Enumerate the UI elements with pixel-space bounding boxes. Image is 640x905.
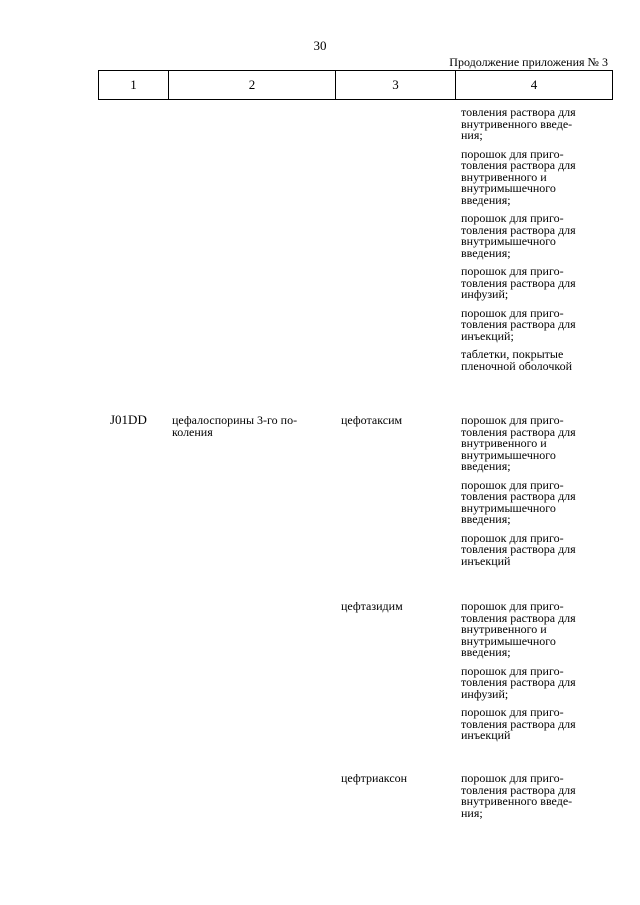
dosage-form <box>461 477 611 526</box>
form-line: инфузий; <box>461 287 509 301</box>
form-line: введения; <box>461 512 511 526</box>
carryover-forms <box>461 107 611 379</box>
form-line: порошок для приго- <box>461 599 564 613</box>
form-line: товления раствора для <box>461 542 576 556</box>
column-header-4: 4 <box>456 71 613 100</box>
form-line: ния; <box>461 128 483 142</box>
form-line: порошок для приго- <box>461 477 564 492</box>
dosage-form <box>461 349 611 372</box>
form-line: внутривенного введе- <box>461 116 573 131</box>
atc-code: J01DD <box>110 412 147 427</box>
form-line: товления раствора для <box>461 222 576 237</box>
form-line: таблетки, покрытые <box>461 347 564 361</box>
page-number: 30 <box>313 38 327 53</box>
form-line: внутримышечного <box>461 234 556 248</box>
table-header <box>98 70 613 100</box>
drug-forms <box>461 415 611 574</box>
form-line: внутривенного и <box>461 622 547 636</box>
header-row <box>99 71 613 100</box>
form-line: товления раствора для <box>461 275 576 290</box>
form-line: внутримышечного <box>461 633 556 648</box>
form-line: внутримышечного <box>461 500 556 515</box>
drug-name: цефтриаксон <box>341 771 408 785</box>
form-line: порошок для приго- <box>461 771 564 785</box>
form-line: товления раствора для <box>461 675 576 689</box>
form-line: порошок для приго- <box>461 305 564 320</box>
form-line: инфузий; <box>461 686 509 701</box>
form-line: порошок для приго- <box>461 705 564 719</box>
appendix-continuation-label: Продолжение приложения № 3 <box>449 55 608 69</box>
dosage-form <box>461 530 611 568</box>
form-line: товления раствора для <box>461 105 576 119</box>
form-line: товления раствора для <box>461 158 576 172</box>
column-header-3: 3 <box>336 71 456 100</box>
form-line: внутривенного введе- <box>461 794 573 808</box>
form-line: введения; <box>461 192 511 207</box>
form-line: внутримышечного <box>461 181 556 195</box>
dosage-form <box>461 773 611 819</box>
form-line: порошок для приго- <box>461 146 564 161</box>
dosage-form <box>461 266 611 301</box>
dosage-form <box>461 305 611 343</box>
dosage-form <box>461 663 611 701</box>
form-line: порошок для приго- <box>461 211 564 225</box>
drug-name: цефотаксим <box>341 413 403 427</box>
drug-name: цефтазидим <box>341 599 403 613</box>
group-name-line: коления <box>172 424 213 439</box>
dosage-form <box>461 601 611 659</box>
form-line: товления раствора для <box>461 317 576 331</box>
form-line: товления раствора для <box>461 782 576 797</box>
form-line: инъекций; <box>461 328 514 343</box>
dosage-form <box>461 213 611 259</box>
drug-forms <box>461 773 611 826</box>
form-line: порошок для приго- <box>461 264 564 278</box>
form-line: порошок для приго- <box>461 530 564 545</box>
dosage-form <box>461 415 611 473</box>
group-name-line: цефалоспорины 3-го по- <box>172 413 298 427</box>
drug-forms <box>461 601 611 749</box>
form-line: товления раствора для <box>461 489 576 503</box>
dosage-form <box>461 107 611 142</box>
form-line: товления раствора для <box>461 424 576 439</box>
form-line: товления раствора для <box>461 610 576 625</box>
form-line: введения; <box>461 645 511 659</box>
form-line: введения; <box>461 245 511 260</box>
form-line: ния; <box>461 805 483 820</box>
form-line: введения; <box>461 459 511 473</box>
group-name <box>172 415 332 438</box>
form-line: порошок для приго- <box>461 413 564 427</box>
column-header-2: 2 <box>169 71 336 100</box>
column-header-1: 1 <box>99 71 169 100</box>
form-line: внутривенного и <box>461 169 547 184</box>
dosage-form <box>461 707 611 742</box>
form-line: инъекций <box>461 728 511 742</box>
dosage-form <box>461 146 611 207</box>
form-line: товления раствора для <box>461 716 576 731</box>
form-line: внутримышечного <box>461 447 556 462</box>
form-line: внутривенного и <box>461 436 547 450</box>
form-line: пленочной оболочкой <box>461 358 573 373</box>
form-line: порошок для приго- <box>461 663 564 678</box>
form-line: инъекций <box>461 553 511 568</box>
